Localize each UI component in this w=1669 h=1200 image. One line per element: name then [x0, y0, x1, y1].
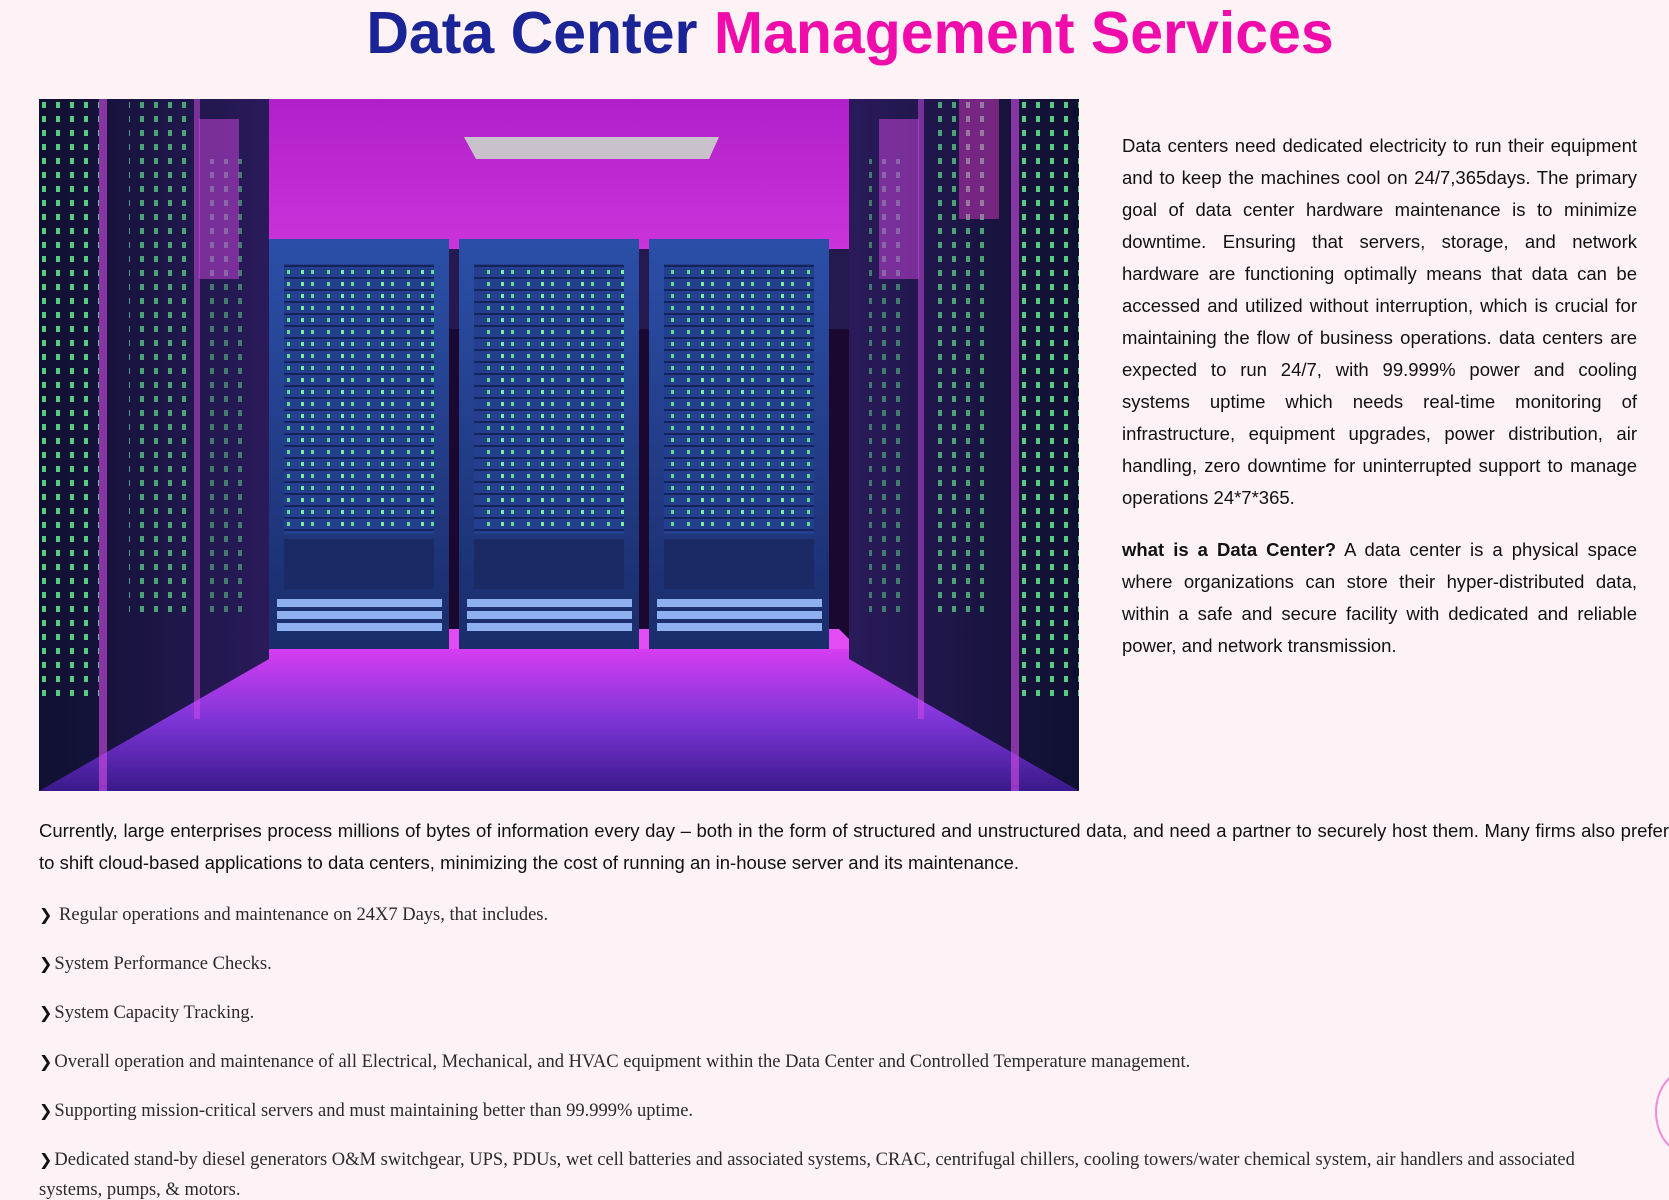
intro-section [1122, 130, 1637, 682]
intro-paragraph: Data centers need dedicated electricity to run their equipment and to keep the machines cool on 24/7,365days. The primary goal of data center hardware maintenance is to minimize downtime. Ensuring that servers, storage, and network hardware are functioning optimally means that data can be accessed and utilized without interruption, which is crucial for maintaining the flow of business operations. data centers are expected to run 24/7, with 99.999% power and cooling systems uptime which needs real-time monitoring of infrastructure, equipment upgrades, power distribution, air handling, zero downtime for uninterrupted support to manage operations 24*7*365. [1122, 135, 1637, 508]
page-title-part-2: Management Services [713, 0, 1334, 66]
list-item-text: Overall operation and maintenance of all Electrical, Mechanical, and HVAC equipment within the Data Center and Controlled Temperature management. [54, 1052, 1191, 1072]
list-item [39, 1145, 1639, 1200]
chevron-right-icon: ❯ [39, 905, 53, 924]
list-item [39, 900, 1639, 930]
lead-paragraph: Currently, large enterprises process millions of bytes of information every day – both in the form of structured and unstructured data, and need a partner to securely host them. Many firms also prefer to shift cloud-based applications to data centers, minimizing the cost of running an in-house server and its maintenance. [39, 820, 1669, 873]
list-item-text: System Performance Checks. [54, 954, 272, 974]
list-item [39, 1096, 1639, 1126]
list-item [39, 949, 1639, 979]
chevron-right-icon: ❯ [39, 1101, 53, 1120]
services-list [39, 900, 1639, 1200]
chat-widget-button[interactable] [1655, 1070, 1669, 1154]
list-item-text: Dedicated stand-by diesel generators O&M switchgear, UPS, PDUs, wet cell batteries and associated systems, CRAC, centrifugal chillers, cooling towers/water chemical system, air handlers and associated systems, pumps, & motors. [39, 1150, 1575, 1200]
page-title-part-1: Data Center [366, 0, 698, 66]
definition-answer: A data center is a physical space where organizations can store their hyper-distributed data, within a safe and secure facility with dedicated and reliable power, and network transmission. [1122, 539, 1637, 656]
chevron-right-icon: ❯ [39, 1052, 53, 1071]
list-item-text: System Capacity Tracking. [54, 1003, 255, 1023]
list-item-text: Regular operations and maintenance on 24X7 Days, that includes. [54, 905, 549, 925]
server-room-image [39, 99, 1079, 791]
definition-question: what is a Data Center? [1122, 539, 1337, 560]
chevron-right-icon: ❯ [39, 1003, 53, 1022]
data-center-definition [1122, 534, 1637, 662]
list-item-text: Supporting mission-critical servers and must maintaining better than 99.999% uptime. [54, 1101, 694, 1121]
list-item [39, 998, 1639, 1028]
page-title [0, 0, 1669, 66]
chevron-right-icon: ❯ [39, 1150, 53, 1169]
chevron-right-icon: ❯ [39, 954, 53, 973]
list-item [39, 1047, 1639, 1077]
